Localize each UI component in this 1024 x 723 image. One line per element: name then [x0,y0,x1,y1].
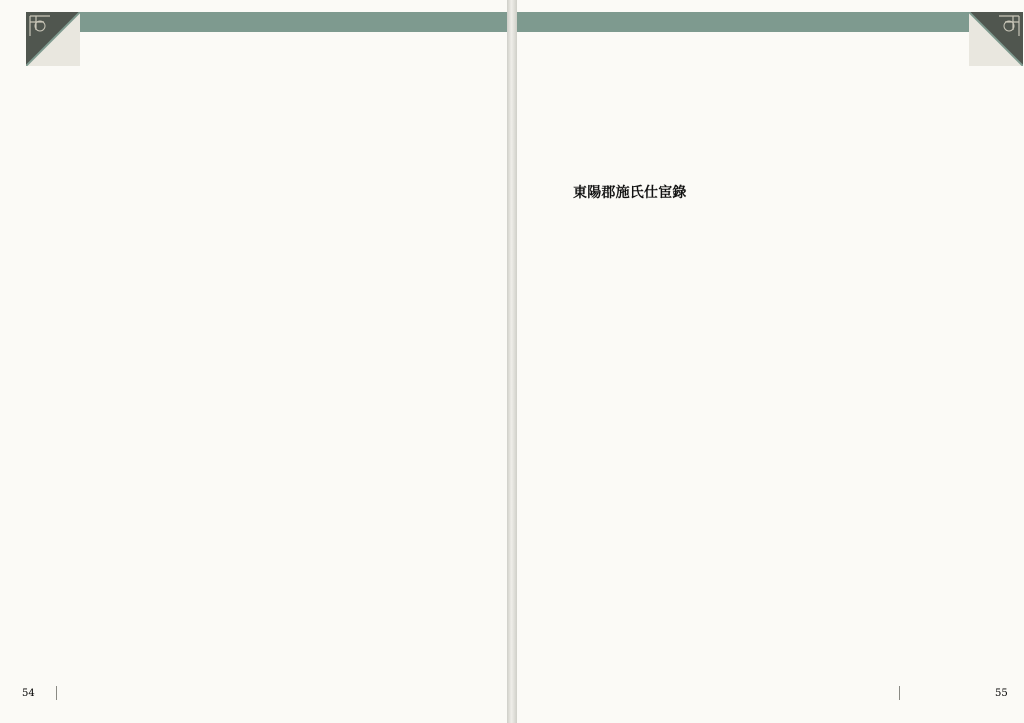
left-page-number: 54 [22,688,35,699]
left-footer-title [56,686,61,700]
ornament-corner-icon [26,12,80,66]
ornament-corner-icon [969,12,1023,66]
section-heading: 東陽郡施氏仕宦錄 [573,185,687,201]
right-body-text [573,166,991,210]
left-header-band [76,12,507,32]
right-page-number: 55 [995,688,1008,699]
right-header-band [517,12,969,32]
book-gutter [507,0,517,723]
left-page [0,0,507,723]
right-page [517,0,1024,723]
right-footer-title [899,686,904,700]
